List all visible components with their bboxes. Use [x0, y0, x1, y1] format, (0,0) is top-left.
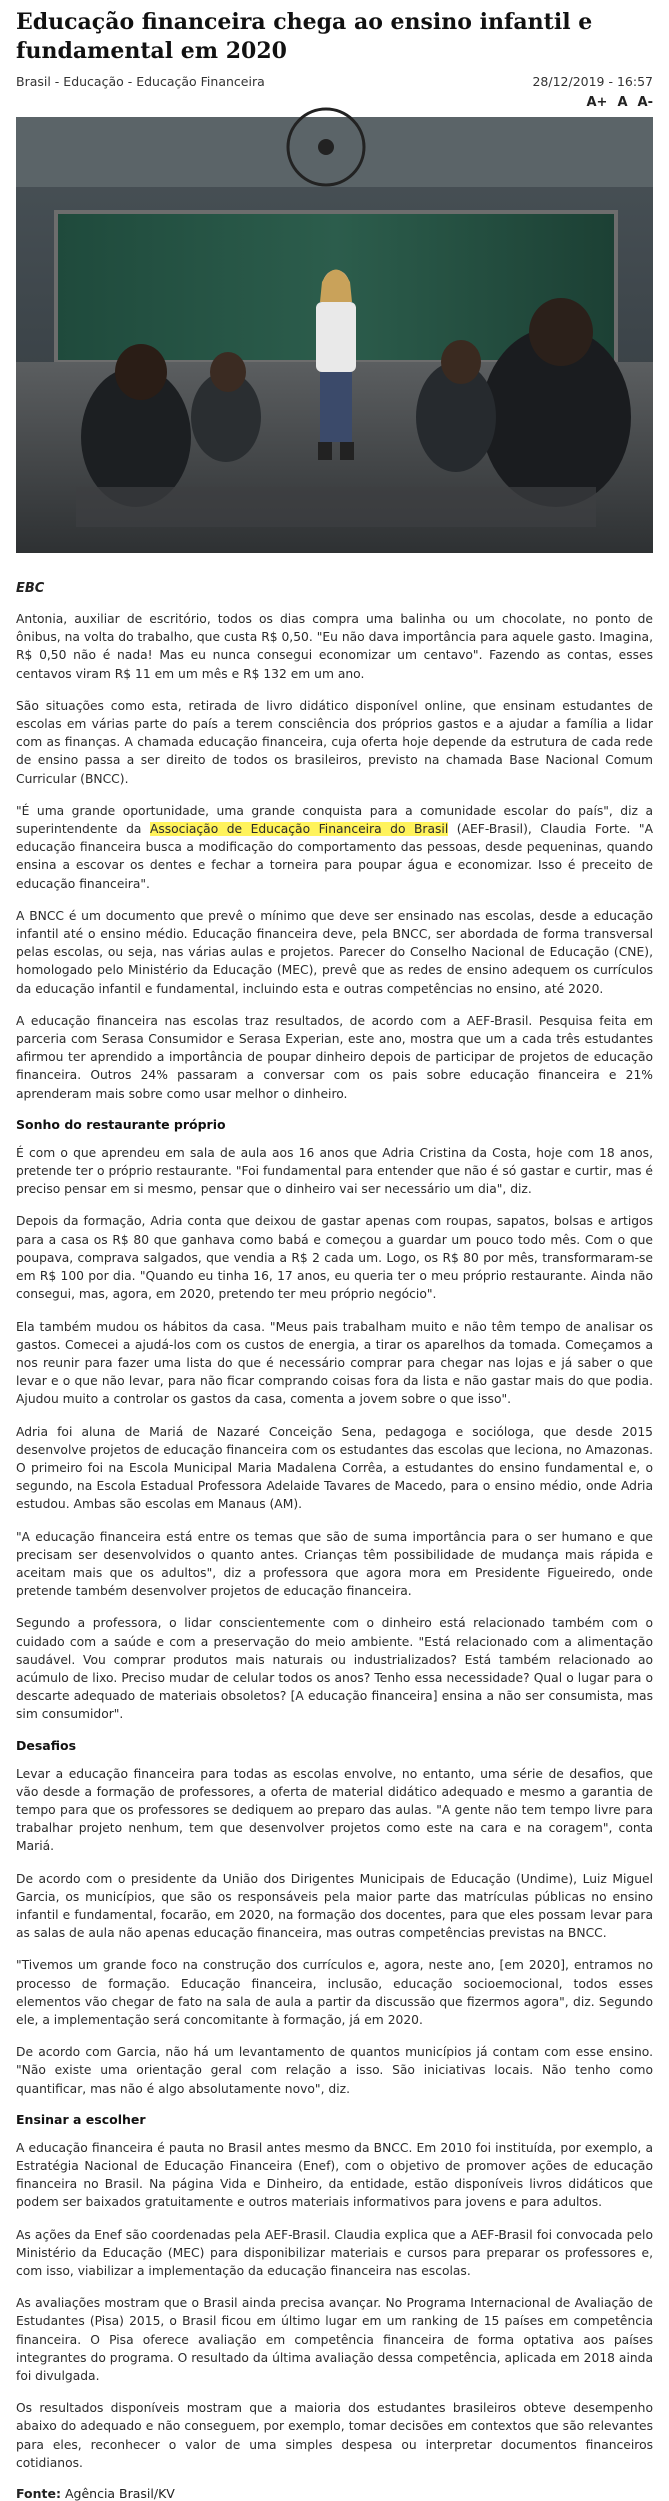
- paragraph: A educação financeira nas escolas traz resultados, de acordo com a AEF-Brasil. Pesquisa feita em parceria com Serasa Consumidor e Serasa Experian, este ano, mostra que um a cada três estudantes afirmou ter aprendido a importância de poupar dinheiro depois de participar de projetos de educação financeira. Outros 24% passaram a conversar com os pais sobre educação financeira e 21% aprenderam mais sobre como usar melhor o dinheiro.: [16, 1013, 653, 1101]
- article-meta: [16, 74, 653, 89]
- article-page: [0, 8, 669, 2501]
- paragraph: "Tivemos um grande foco na construção dos currículos e, agora, neste ano, [em 2020], entramos no processo de formação. Educação financeira, inclusão, educação socioemocional, todos esses elementos vão chegar de fato na sala de aula a partir da discussão que fizermos agora", diz. Segundo ele, a implementação será concomitante à formação, já em 2020.: [16, 1958, 653, 2027]
- font-decrease-button[interactable]: A-: [637, 95, 653, 110]
- paragraph: "A educação financeira está entre os temas que são de suma importância para o ser humano e que precisam ser desenvolvidos o quanto antes. Crianças têm possibilidade de mudança mais rápida e aceitam mais que os adultos", diz a professora que agora mora em Presidente Figueiredo, onde pretende também desenvolver projetos de educação financeira.: [16, 1529, 653, 1599]
- article-photo: [16, 117, 653, 553]
- paragraph: É com o que aprendeu em sala de aula aos 16 anos que Adria Cristina da Costa, hoje com 18 anos, pretende ter o próprio restaurante. "Foi fundamental para entender que não é só gastar e curtir, mas é preciso pensar em si mesmo, pensar que o dinheiro vai ser necessário um dia", diz.: [16, 1145, 653, 1197]
- quote-paragraph: [16, 802, 653, 893]
- aef-brasil-link[interactable]: Associação de Educação Financeira do Brasil: [149, 822, 449, 837]
- paragraph: Os resultados disponíveis mostram que a maioria dos estudantes brasileiros obteve desempenho abaixo do adequado e não conseguem, por exemplo, tomar decisões em contextos que são relevantes para eles, reconhecer o valor de uma simples despesa ou interpretar documentos financeiros cotidianos.: [16, 2401, 653, 2470]
- paragraph: São situações como esta, retirada de livro didático disponível online, que ensinam estudantes de escolas em várias parte do país a terem consciência dos próprios gastos e a ajudar a família a lidar com as finanças. A chamada educação financeira, cuja oferta hoje depende da estrutura de cada rede de ensino passa a ser direito de todos os brasileiros, previsto na chamada Base Nacional Comum Curricular (BNCC).: [16, 698, 653, 786]
- section-heading: Sonho do restaurante próprio: [16, 1116, 226, 1132]
- article-source-footer: [16, 2486, 653, 2501]
- section-heading: Desafios: [16, 1737, 77, 1753]
- paragraph: A educação financeira é pauta no Brasil antes mesmo da BNCC. Em 2010 foi instituída, por exemplo, a Estratégia Nacional de Educação Financeira (Enef), com o objetivo de promover ações de educação financeira no Brasil. Na página Vida e Dinheiro, da entidade, estão disponíveis livros didáticos que podem ser baixados gratuitamente e outros materiais informativos para jovens e para adultos.: [16, 2140, 653, 2210]
- paragraph: Adria foi aluna de Mariá de Nazaré Conceição Sena, pedagoga e socióloga, que desde 2015 desenvolve projetos de educação financeira com os estudantes das escolas que leciona, no Amazonas. O primeiro foi na Escola Municipal Maria Madalena Corrêa, a estudantes do ensino fundamental e, o segundo, na Escola Estadual Professora Adelaide Tavares de Macedo, para o ensino médio, onde Adria estudou. Ambas são escolas em Manaus (AM).: [16, 1424, 653, 1512]
- paragraph: De acordo com o presidente da União dos Dirigentes Municipais de Educação (Undime), Luiz Miguel Garcia, os municípios, que são os responsáveis pela maior parte das matrículas públicas no ensino infantil e fundamental, focarão, em 2020, na formação dos docentes, para que eles possam levar para as salas de aula não apenas educação financeira, mas outras competências previstas na BNCC.: [16, 1871, 653, 1941]
- quote-before: "É uma grande oportunidade, uma grande conquista para a comunidade escolar do país", diz a superintendente da: [16, 803, 653, 837]
- source-footer-value: Agência Brasil/KV: [64, 2486, 175, 2501]
- paragraph: De acordo com Garcia, não há um levantamento de quantos municípios já contam com esse ensino. "Não existe uma orientação geral com relação a isso. São iniciativas locais. Não tenho como quantificar, mas não é algo absolutamente novo", diz.: [16, 2045, 653, 2096]
- font-increase-button[interactable]: A+: [586, 95, 608, 110]
- paragraph: Levar a educação financeira para todas as escolas envolve, no entanto, uma série de desafios, que vão desde a formação de professores, a oferta de material didático adequado e mesmo a garantia de tempo para que os professores se dediquem ao preparo das aulas. "A gente não tem tempo livre para trabalhar projeto nenhum, tem que desenvolver projetos como este na cara e na coragem", conta Mariá.: [16, 1766, 653, 1854]
- paragraph: Antonia, auxiliar de escritório, todos os dias compra uma balinha ou um chocolate, no ponto de ônibus, na volta do trabalho, que custa R$ 0,50. "Eu não dava importância para aquele gasto. Imagina, R$ 0,50 não é nada! Mas eu nunca consegui economizar um centavo". Fazendo as contas, esses centavos viram R$ 11 em um mês e R$ 132 em um ano.: [16, 612, 653, 681]
- breadcrumb[interactable]: Brasil - Educação - Educação Financeira: [16, 74, 265, 89]
- quote-after: (AEF-Brasil), Claudia Forte. "A educação financeira busca a modificação do comportamento das pessoas, desde pequeninas, quando ensina a escovar os dentes e fechar a torneira para poupar água e economizar. Isso é preceito de educação financeira".: [16, 822, 653, 891]
- paragraph: As avaliações mostram que o Brasil ainda precisa avançar. No Programa Internacional de Avaliação de Estudantes (Pisa) 2015, o Brasil ficou em último lugar em um ranking de 15 países em competência financeira. O Pisa oferece avaliação em competência financeira de forma optativa aos países integrantes do programa. O resultado da última avaliação dessa competência, aplicada em 2018 ainda foi divulgada.: [16, 2296, 653, 2384]
- paragraph: Ela também mudou os hábitos da casa. "Meus pais trabalham muito e não têm tempo de analisar os gastos. Comecei a ajudá-los com os custos de energia, a tirar os aparelhos da tomada. Começamos a nos reunir para fazer uma lista do que é necessário comprar para chegar nas lojas e já saber o que levar e o que não levar, para não ficar comprando coisas fora da lista e não gastar mais do que podia. Ajudou muito a controlar os gastos da casa, comenta a jovem sobre o que isso".: [16, 1319, 653, 1407]
- source-footer-label: Fonte:: [16, 2486, 61, 2501]
- section-heading: Ensinar a escolher: [16, 2111, 146, 2127]
- source-label: EBC: [16, 581, 45, 596]
- font-reset-button[interactable]: A: [617, 95, 628, 110]
- paragraph: Depois da formação, Adria conta que deixou de gastar apenas com roupas, sapatos, bolsas e artigos para a casa os R$ 80 que ganhava como babá e começou a guardar um pouco todo mês. Com o que poupava, comprava salgados, que vendia a R$ 2 cada um. Logo, os R$ 80 por mês, transformaram-se em R$ 100 por dia. "Quando eu tinha 16, 17 anos, eu queria ter o meu próprio restaurante. Ainda não consegui, mas, agora, em 2020, pretendo ter meu próprio negócio".: [16, 1214, 653, 1302]
- paragraph: Segundo a professora, o lidar conscientemente com o dinheiro está relacionado também com o cuidado com a saúde e com a preservação do meio ambiente. "Está relacionado com a alimentação saudável. Vou comprar produtos mais naturais ou industrializados? Está também relacionado ao acúmulo de lixo. Preciso mudar de celular todos os anos? Tenho essa necessidade? Qual o lugar para o descarte adequado de materiais obsoletos? [A educação financeira] ensina a não ser consumista, mas sim consumidor".: [16, 1616, 653, 1722]
- paragraph: A BNCC é um documento que prevê o mínimo que deve ser ensinado nas escolas, desde a educação infantil até o ensino médio. Educação financeira deve, pela BNCC, ser abordada de forma transversal pelas escolas, ou seja, nas várias aulas e projetos. Parecer do Conselho Nacional de Educação (CNE), homologado pelo Ministério da Educação (MEC), prevê que as redes de ensino adequem os currículos da educação infantil e fundamental, incluindo esta e outras competências no ensino, até 2020.: [16, 908, 653, 996]
- publish-date: 28/12/2019 - 16:57: [532, 74, 653, 89]
- classroom-photo: [16, 117, 653, 553]
- article-title: Educação financeira chega ao ensino infantil e fundamental em 2020: [16, 9, 593, 64]
- paragraph: As ações da Enef são coordenadas pela AEF-Brasil. Claudia explica que a AEF-Brasil foi convocada pelo Ministério da Educação (MEC) para disponibilizar materiais e cursos para preparar os professores e, com isso, viabilizar a implementação da educação financeira nas escolas.: [16, 2227, 653, 2279]
